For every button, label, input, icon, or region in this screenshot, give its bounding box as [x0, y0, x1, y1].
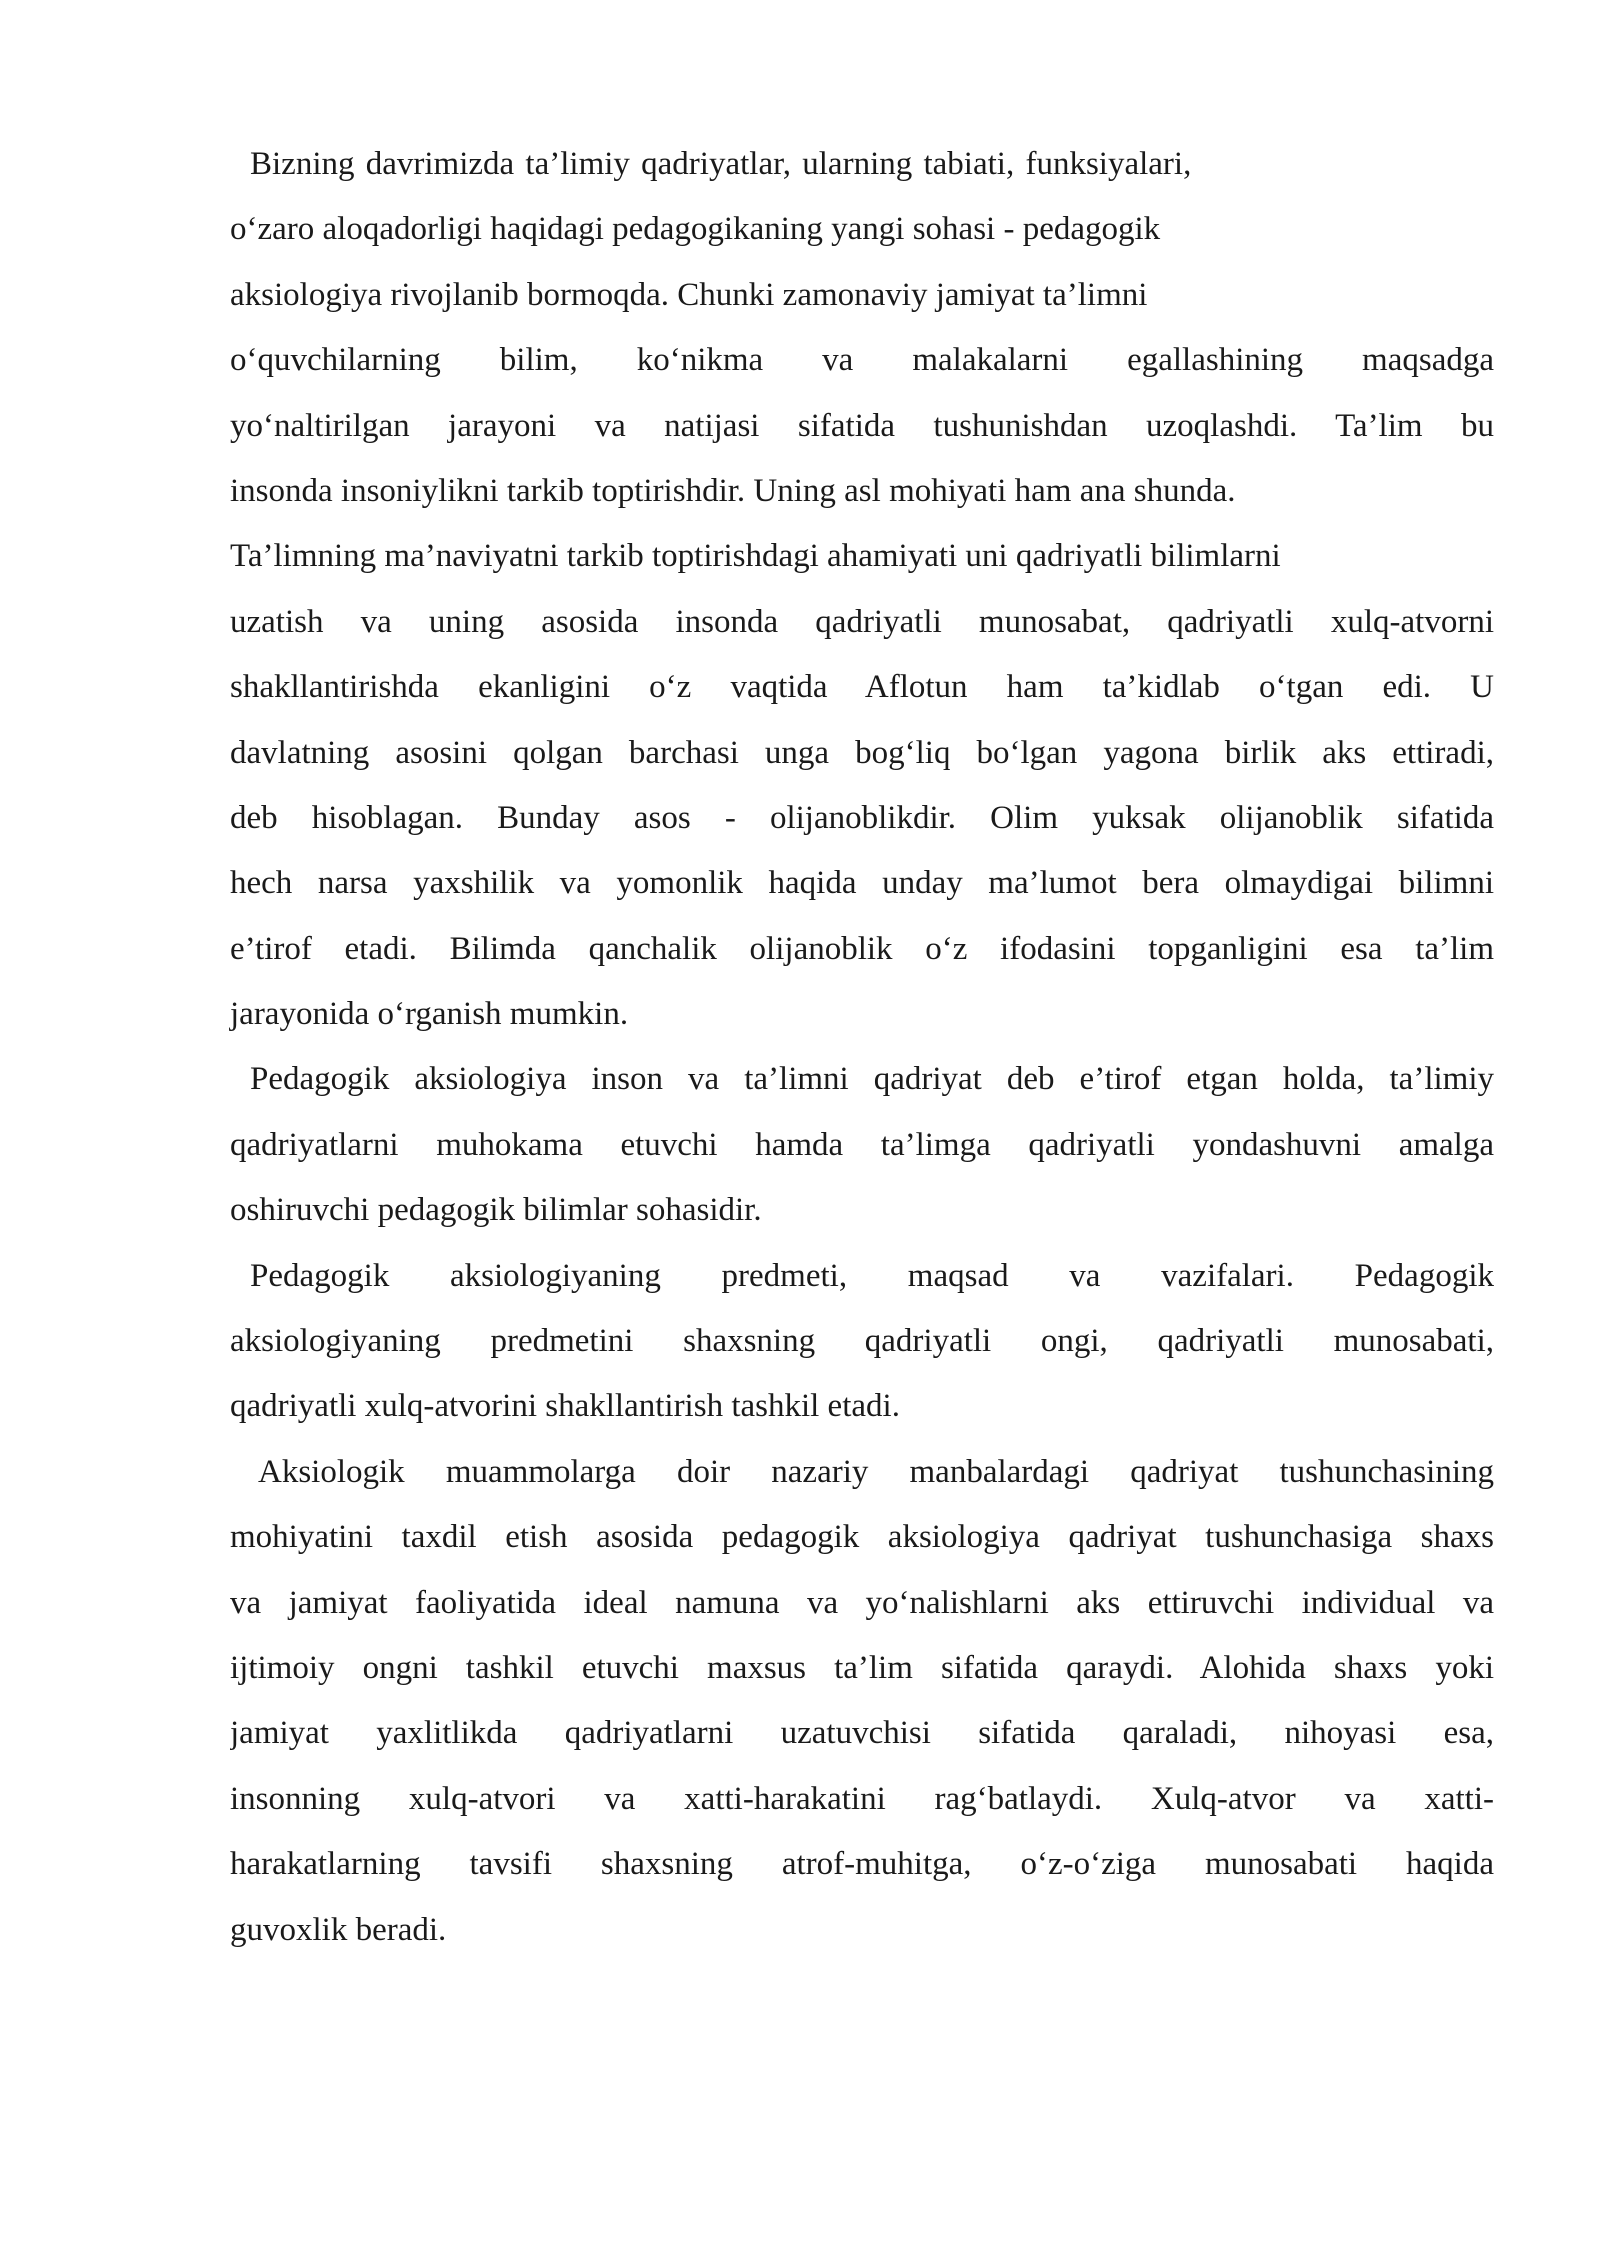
text-line: uzatish va uning asosida insonda qadriyatli munosabat, qadriyatli xulq-atvorni — [230, 603, 1494, 640]
text-line: Aksiologik muammolarga doir nazariy manbalardagi qadriyat tushunchasining — [258, 1453, 1494, 1490]
text-line: deb hisoblagan. Bunday asos - olijanoblikdir. Olim yuksak olijanoblik sifatida — [230, 799, 1494, 836]
text-line: hech narsa yaxshilik va yomonlik haqida unday ma’lumot bera olmaydigai bilimni — [230, 865, 1494, 902]
text-line: o‘quvchilarning bilim, ko‘nikma va malakalarni egallashining maqsadga — [230, 342, 1494, 379]
text-line: mohiyatini taxdil etish asosida pedagogik aksiologiya qadriyat tushunchasiga shaxs — [230, 1519, 1494, 1556]
text-line: Ta’limning ma’naviyatni tarkib toptirishdagi ahamiyati uni qadriyatli bilimlarni — [230, 538, 1281, 575]
text-line: harakatlarning tavsifi shaxsning atrof-muhitga, o‘z-o‘ziga munosabati haqida — [230, 1846, 1494, 1883]
text-line: insonning xulq-atvori va xatti-harakatini rag‘batlaydi. Xulq-atvor va xatti- — [230, 1780, 1494, 1817]
document-body — [230, 132, 1494, 1963]
text-line: Bizning davrimizda ta’limiy qadriyatlar, ularning tabiati, funksiyalari, — [250, 146, 1192, 182]
text-line: guvoxlik beradi. — [230, 1911, 447, 1948]
text-line: va jamiyat faoliyatida ideal namuna va yo‘nalishlarni aks ettiruvchi individual va — [230, 1584, 1494, 1621]
text-line: jarayonida o‘rganish mumkin. — [230, 996, 629, 1033]
text-line: aksiologiyaning predmetini shaxsning qadriyatli ongi, qadriyatli munosabati, — [230, 1323, 1494, 1360]
text-line: jamiyat yaxlitlikda qadriyatlarni uzatuvchisi sifatida qaraladi, nihoyasi esa, — [230, 1715, 1494, 1752]
text-line: shakllantirishda ekanligini o‘z vaqtida Aflotun ham ta’kidlab o‘tgan edi. U — [230, 669, 1494, 706]
text-line: yo‘naltirilgan jarayoni va natijasi sifatida tushunishdan uzoqlashdi. Ta’lim bu — [230, 407, 1494, 444]
text-line: insonda insoniylikni tarkib toptirishdir. Uning asl mohiyati ham ana shunda. — [230, 472, 1236, 509]
text-line: qadriyatli xulq-atvorini shakllantirish tashkil etadi. — [230, 1388, 900, 1425]
text-line: ijtimoiy ongni tashkil etuvchi maxsus ta’lim sifatida qaraydi. Alohida shaxs yoki — [230, 1649, 1494, 1686]
text-line: Pedagogik aksiologiya inson va ta’limni qadriyat deb e’tirof etgan holda, ta’limiy — [250, 1061, 1494, 1098]
text-line: oshiruvchi pedagogik bilimlar sohasidir. — [230, 1192, 762, 1229]
text-line: qadriyatlarni muhokama etuvchi hamda ta’limga qadriyatli yondashuvni amalga — [230, 1126, 1494, 1163]
text-line: aksiologiya rivojlanib bormoqda. Chunki zamonaviy jamiyat ta’limni — [230, 276, 1148, 313]
text-line: o‘zaro aloqadorligi haqidagi pedagogikaning yangi sohasi - pedagogik — [230, 211, 1161, 248]
text-line: Pedagogik aksiologiyaning predmeti, maqsad va vazifalari. Pedagogik — [250, 1257, 1494, 1294]
text-line: e’tirof etadi. Bilimda qanchalik olijanoblik o‘z ifodasini topganligini esa ta’lim — [230, 930, 1494, 967]
text-line: davlatning asosini qolgan barchasi unga bog‘liq bo‘lgan yagona birlik aks ettiradi, — [230, 734, 1494, 771]
